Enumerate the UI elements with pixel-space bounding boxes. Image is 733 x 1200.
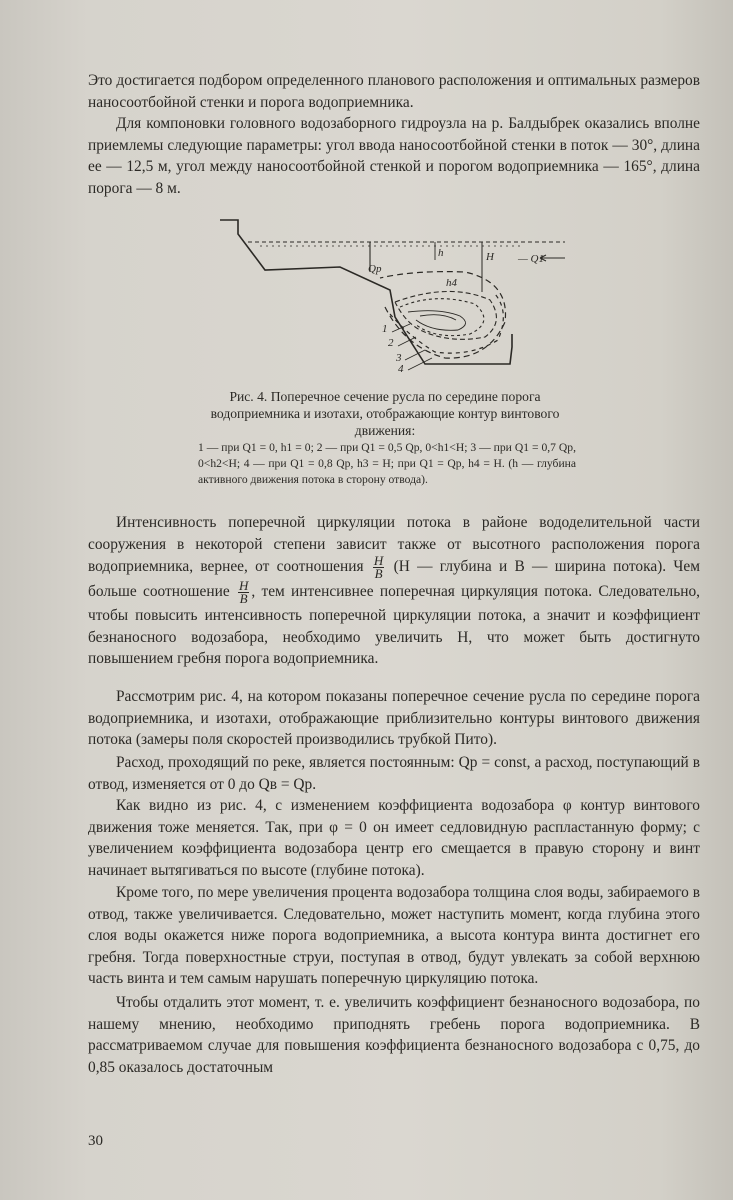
paragraph-8: Чтобы отдалить этот момент, т. е. увеличить коэффициент безнаносного водозабора, по нашему мнению, необходимо приподнять гребень порога водоприемника. В рассматриваемом случае для повышения коэффициента безнаносного водозабора с 0,75, до 0,85 оказалось достаточным xyxy=(88,994,700,1076)
paragraph-7: Кроме того, по мере увеличения процента водозабора толщина слоя воды, забираемого в отвод, также увеличивается. Следовательно, может наступить момент, когда глубина этого слоя воды окажется ниже порога водоприемника, а высота контура винта достигнет его гребня. Тогда поверхностные струи, поступая в отвод, будут увлекать за собой верхнюю часть винта и тем самым нарушать поперечную циркуляцию потока. xyxy=(88,884,700,987)
label-h4: h4 xyxy=(446,277,457,289)
label-3: 3 xyxy=(396,352,402,364)
paragraph-6: Как видно из рис. 4, с изменением коэффициента водозабора φ контур винтового движения тоже меняется. Так, при φ = 0 он имеет седловидную распластанную форму; с увеличением коэффициента водозабора центр его смещается в правую сторону и винт начинает вытягиваться по высоте (глубине потока). xyxy=(88,797,700,879)
isotach-1 xyxy=(395,291,496,339)
label-1: 1 xyxy=(382,323,388,335)
paragraph-5: Расход, проходящий по реке, является постоянным: Qр = const, а расход, поступающий в отвод, изменяется от 0 до Qв = Qр. xyxy=(88,754,700,793)
figure-caption-legend: 1 — при Q1 = 0, h1 = 0; 2 — при Q1 = 0,5 Qр, 0<h1<H; 3 — при Q1 = 0,7 Qр, 0<h2<H; 4 — при Q1 = 0,8 Qр, h3 = H; при Q1 = Qр, h4 = H. (h — глубина активного движения потока в сторону отвода). xyxy=(198,441,576,486)
paragraph-1: Это достигается подбором определенного планового расположения и оптимальных размеров наносоотбойной стенки и порога водоприемника. xyxy=(88,72,700,111)
label-Q1: — Q1 xyxy=(518,253,544,265)
label-Qp: Qp xyxy=(368,263,382,275)
isotach-4 xyxy=(380,272,506,359)
label-h: h xyxy=(438,247,444,259)
paragraph-3: Интенсивность поперечной циркуляции потока в районе вододелительной части сооружения в некоторой степени зависит также от высотного расположения порога водоприемника, вернее, от соотношения $\frac{H}{B}$ (H — глубина и B — ширина потока). Чем больше соотношение $\frac{H}{B}$ , тем интенсивнее поперечная циркуляция потока. Следовательно, чтобы повысить интенсивность поперечной циркуляции потока, а значит и коэффициент безнаносного водозабора, необходимо увеличить H, что может быть достигнуто повышением гребня порога водоприемника. xyxy=(88,514,700,667)
label-4: 4 xyxy=(398,363,404,372)
ratio-fraction-2: $\frac{H}{B}$ xyxy=(238,578,249,606)
label-2: 2 xyxy=(388,337,394,349)
figure-caption-title: Рис. 4. Поперечное сечение русла по середине порога водоприемника и изотахи, отображающие контур винтового движения: xyxy=(210,389,560,438)
label-H: H xyxy=(486,251,494,263)
isotach-3 xyxy=(390,294,503,353)
page-number: 30 xyxy=(88,1133,103,1149)
paragraph-2: Для компоновки головного водозаборного гидроузла на р. Балдыбрек оказались вполне приемлемы следующие параметры: угол ввода наносоотбойной стенки в поток — 30°, длина ее — 12,5 м, угол между наносоотбойной стенкой и порогом водоприемника — 165°, длина порога — 8 м. xyxy=(88,115,700,197)
ratio-fraction: $\frac{H}{B}$ xyxy=(373,553,384,581)
paragraph-4: Рассмотрим рис. 4, на котором показаны поперечное сечение русла по середине порога водоприемника, и изотахи, отображающие приблизительно контуры винтового движения потока (замеры поля скоростей производились трубкой Пито). xyxy=(88,688,700,748)
cross-section-figure xyxy=(220,212,570,372)
